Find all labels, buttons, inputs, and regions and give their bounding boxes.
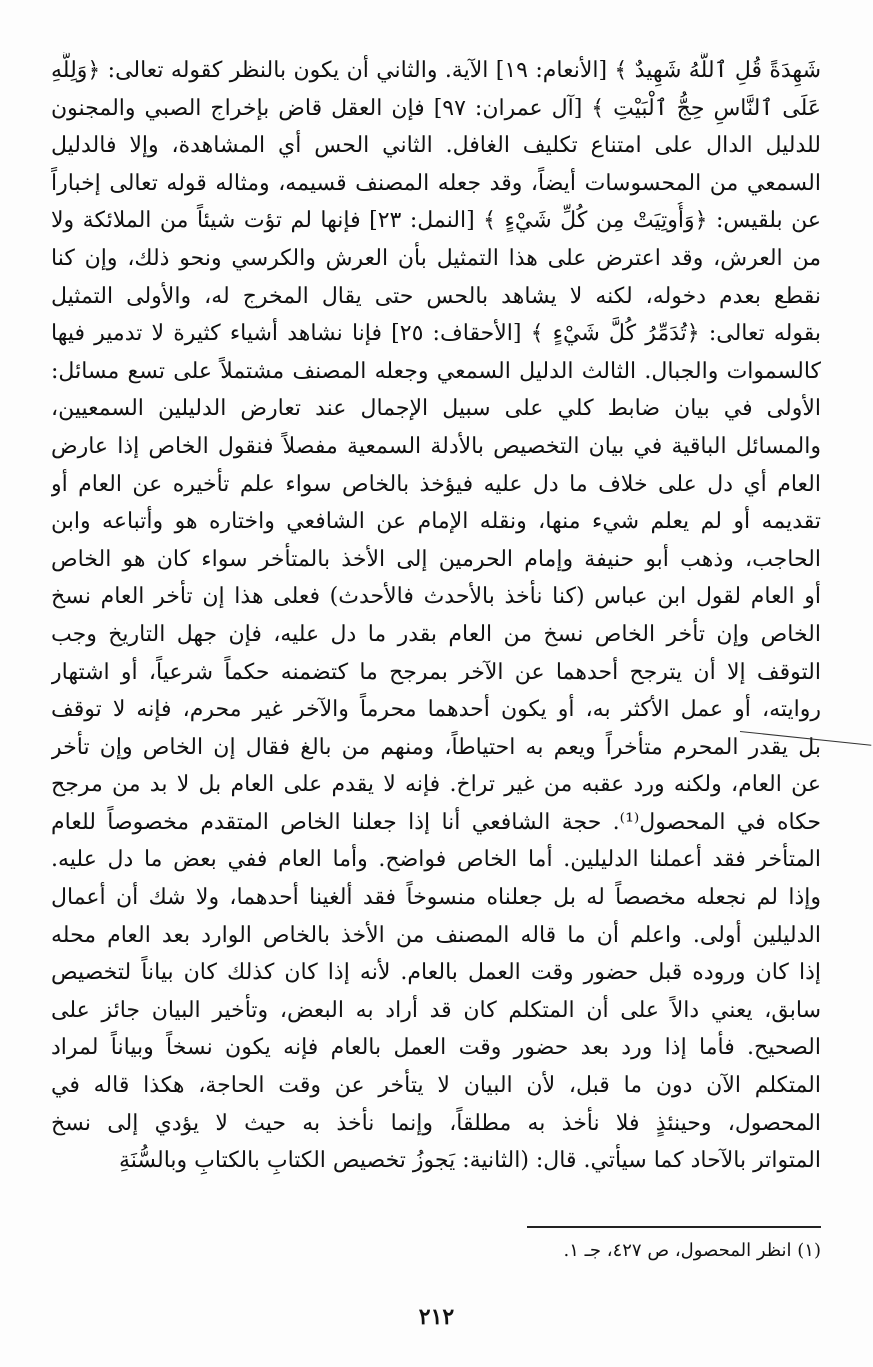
- text-line: والمسائل الباقية في بيان التخصيص بالأدلة السمعية مفصلاً فنقول الخاص إذا عارض: [51, 433, 821, 459]
- text-line: السمعي من المحسوسات أيضاً، وقد جعله المصنف قسيمه، ومثاله قوله تعالى إخباراً: [51, 170, 821, 196]
- text-line: نقطع بعدم دخوله، لكنه لا يشاهد بالحس حتى يقال المخرج له، والأولى التمثيل: [51, 283, 821, 309]
- footnote: (١) انظر المحصول، ص ٤٢٧، جـ ١.: [563, 1240, 821, 1261]
- text-line: حكاه في المحصول⁽¹⁾. حجة الشافعي أنا إذا جعلنا الخاص المتقدم مخصوصاً للعام: [51, 809, 821, 835]
- text-line: سابق، يعني دالاً على أن المتكلم كان قد أراد به البعض، وتأخير البيان جائز على: [51, 997, 821, 1023]
- main-text-block: [51, 52, 821, 1180]
- text-line: روايته، أو عمل الأكثر به، أو يكون أحدهما محرماً والآخر غير محرم، فإنه لا توقف: [51, 697, 821, 723]
- text-line: من العرش، وقد اعترض على هذا التمثيل بأن العرش والكرسي ونحو ذلك، وإن كنا: [51, 245, 821, 271]
- text-line: العام أي دل على خلاف ما دل عليه فيؤخذ بالخاص سواء علم تأخيره عن العام أو: [51, 471, 821, 497]
- text-line: المتكلم الآن دون ما قبل، لأن البيان لا يتأخر عن وقت الحاجة، هكذا قاله في: [51, 1073, 821, 1099]
- text-line: المتأخر فقد أعملنا الدليلين. أما الخاص فواضح. وأما العام ففي بعض ما دل عليه.: [51, 847, 821, 873]
- text-line: تقديمه أو لم يعلم شيء منها، ونقله الإمام عن الشافعي واختاره هو وأتباعه وابن: [51, 509, 821, 535]
- text-line: وإذا لم نجعله مخصصاً له بل جعلناه منسوخاً فقد ألغينا أحدهما، ولا شك أن أعمال: [51, 885, 821, 911]
- text-line: الحاجب، وذهب أبو حنيفة وإمام الحرمين إلى الأخذ بالمتأخر سواء كان هو الخاص: [51, 546, 821, 572]
- text-line: إذا كان وروده قبل حضور وقت العمل بالعام. لأنه إذا كان كذلك كان بياناً لتخصيص: [51, 960, 821, 986]
- page-number: ٢١٢: [418, 1304, 455, 1330]
- text-line: عَلَى ٱلنَّاسِ حِجُّ ٱلْبَيْتِ ﴾ [آل عمران: ٩٧] فإن العقل قاض بإخراج الصبي والمجنون: [51, 95, 821, 121]
- text-line: كالسموات والجبال. الثالث الدليل السمعي وجعله المصنف مشتملاً على تسع مسائل:: [51, 358, 821, 384]
- text-line: المحصول، وحينئذٍ فلا نأخذ به مطلقاً، وإنما نأخذ به حيث لا يؤدي إلى نسخ: [51, 1110, 821, 1136]
- text-line: التوقف إلا أن يترجح أحدهما عن الآخر بمرجح ما كتضمنه حكماً شرعياً، أو اشتهار: [51, 659, 821, 685]
- text-line: عن بلقيس: ﴿وَأُوتِيَتْ مِن كُلِّ شَيْءٍ ﴾ [النمل: ٢٣] فإنها لم تؤت شيئاً من الملائكة ولا: [51, 208, 821, 234]
- text-line: بقوله تعالى: ﴿تُدَمِّرُ كُلَّ شَيْءٍ ﴾ [الأحقاف: ٢٥] فإنا نشاهد أشياء كثيرة لا تدمير فيها: [51, 321, 821, 347]
- text-line: الخاص وإن تأخر الخاص نسخ من العام بقدر ما دل عليه، فإن جهل التاريخ وجب: [51, 621, 821, 647]
- text-line: الصحيح. فأما إذا ورد بعد حضور وقت العمل بالعام فإنه يكون نسخاً وبياناً لمراد: [51, 1035, 821, 1061]
- text-line: بل يقدر المحرم متأخراً ويعم به احتياطاً، ومنهم من بالغ فقال إن الخاص وإن تأخر: [51, 734, 821, 760]
- text-line: عن العام، ولكنه ورد عقبه من غير تراخ. فإنه لا يقدم على العام بل لا بد من مرجح: [51, 772, 821, 798]
- text-line: الأولى في بيان ضابط كلي على سبيل الإجمال عند تعارض الدليلين السمعيين،: [51, 396, 821, 422]
- text-line: للدليل الدال على امتناع تكليف الغافل. الثاني الحس أي المشاهدة، وإلا فالدليل: [51, 133, 821, 159]
- text-line: المتواتر بالآحاد كما سيأتي. قال: (الثانية: يَجوزُ تخصيص الكتابِ بالكتابِ وبالسُّنَةِ: [118, 1148, 821, 1174]
- text-line: أو العام لقول ابن عباس (كنا نأخذ بالأحدث فالأحدث) فعلى هذا إن تأخر العام نسخ: [51, 584, 821, 610]
- text-line: الدليلين أولى. واعلم أن ما قاله المصنف من الأخذ بالخاص الوارد بعد العام محله: [51, 922, 821, 948]
- text-line: شَهِدَةً قُلِ ٱللَّهُ شَهِيدٌ ﴾ [الأنعام: ١٩] الآية. والثاني أن يكون بالنظر كقوله تعالى: ﴿وَلِلَّهِ: [51, 58, 821, 83]
- footnote-separator: [527, 1226, 821, 1228]
